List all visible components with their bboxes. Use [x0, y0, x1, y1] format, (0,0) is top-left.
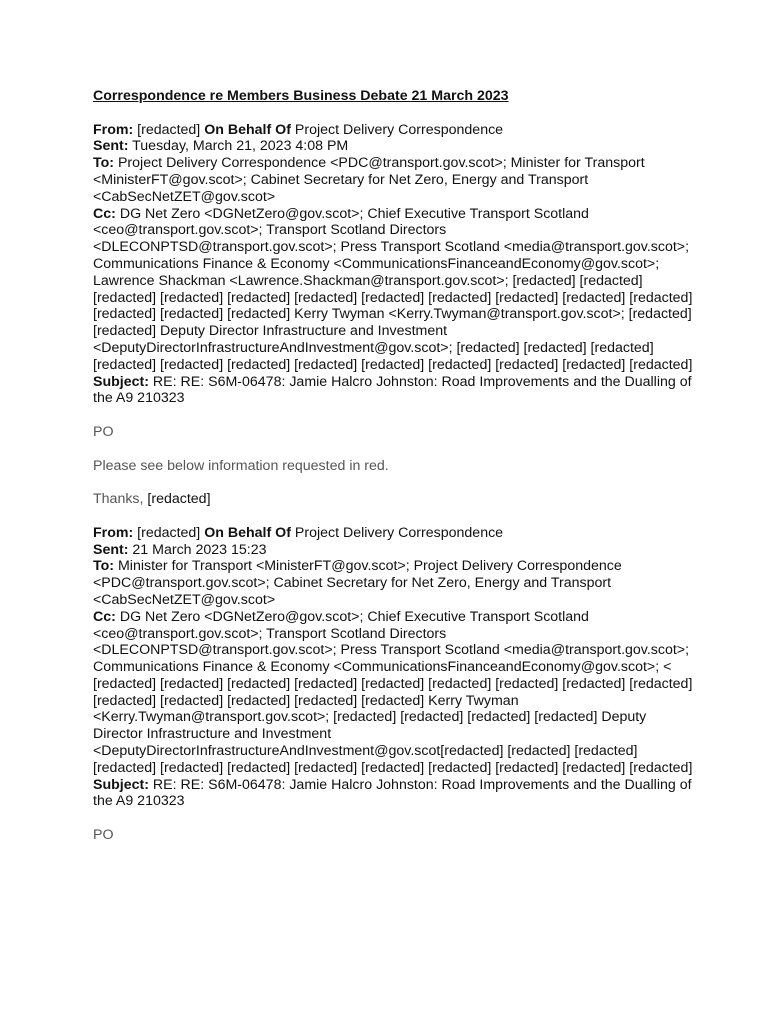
subject-label: Subject:: [93, 373, 149, 390]
email-header-1: [93, 122, 693, 408]
subject-line: [93, 777, 693, 811]
info-line: Please see below information requested in red.: [93, 457, 389, 474]
from-label: From:: [93, 524, 134, 541]
cc-value: DG Net Zero <DGNetZero@gov.scot>; Chief Executive Transport Scotland <ceo@transport.gov.scot>; Transport Scotland Directors <DLECONPTSD@transport.gov.scot>; Press Transport Scotland <media@transport.gov.scot>; Communications Finance & Economy <CommunicationsFinanceandEconomy@gov.scot>; < [redacted] [redacted] [redacted] [redacted] [redacted] [redacted] [redacted] [redacted] [redacted] [redacted] [redacted] [redacted] [redacted] [redacted] Kerry Twyman <Kerry.Twyman@transport.gov.scot>; [redacted] [redacted] [redacted] [redacted] Deputy Director Infrastructure and Investment <DeputyDirectorInfrastructureAndInvestment@gov.scot[redacted] [redacted] [redacted] [redacted] [redacted] [redacted] [redacted] [redacted] [redacted] [redacted] [redacted] [redacted]: [93, 608, 693, 776]
sent-value: Tuesday, March 21, 2023 4:08 PM: [132, 138, 349, 155]
cc-line: [93, 609, 693, 777]
on-behalf-label: On Behalf Of: [204, 121, 291, 138]
from-sender: [redacted]: [137, 121, 201, 138]
sent-label: Sent:: [93, 541, 129, 558]
from-line: [93, 122, 693, 139]
to-line: [93, 558, 693, 608]
document-page: [93, 88, 693, 844]
from-label: From:: [93, 121, 134, 138]
subject-value: RE: RE: S6M-06478: Jamie Halcro Johnston: Road Improvements and the Dualling of the A9 210323: [93, 776, 692, 810]
subject-label: Subject:: [93, 776, 149, 793]
from-line: [93, 525, 693, 542]
from-sender: [redacted]: [137, 524, 201, 541]
thanks-name: [redacted]: [147, 491, 211, 508]
sent-line: [93, 542, 693, 559]
cc-line: [93, 206, 693, 374]
to-label: To:: [93, 558, 115, 575]
closing-salutation: PO: [93, 827, 114, 844]
sent-value: 21 March 2023 15:23: [132, 541, 267, 558]
thanks-line: [93, 491, 693, 508]
cc-label: Cc:: [93, 205, 116, 222]
subject-value: RE: RE: S6M-06478: Jamie Halcro Johnston: Road Improvements and the Dualling of the A9 210323: [93, 373, 692, 407]
document-title: Correspondence re Members Business Debate 21 March 2023: [93, 88, 509, 104]
to-value: Minister for Transport <MinisterFT@gov.scot>; Project Delivery Correspondence <PDC@transport.gov.scot>; Cabinet Secretary for Net Zero, Energy and Transport <CabSecNetZET@gov.scot>: [93, 558, 622, 608]
salutation: PO: [93, 423, 114, 440]
to-value: Project Delivery Correspondence <PDC@transport.gov.scot>; Minister for Transport <MinisterFT@gov.scot>; Cabinet Secretary for Net Zero, Energy and Transport <CabSecNetZET@gov.scot>: [93, 155, 645, 205]
email-header-2: [93, 525, 693, 811]
on-behalf-label: On Behalf Of: [204, 524, 291, 541]
thanks-prefix: Thanks,: [93, 491, 144, 508]
to-label: To:: [93, 155, 115, 172]
to-line: [93, 155, 693, 205]
cc-label: Cc:: [93, 608, 116, 625]
subject-line: [93, 374, 693, 408]
from-behalf: Project Delivery Correspondence: [294, 121, 504, 138]
sent-label: Sent:: [93, 138, 129, 155]
from-behalf: Project Delivery Correspondence: [294, 524, 504, 541]
cc-value: DG Net Zero <DGNetZero@gov.scot>; Chief Executive Transport Scotland <ceo@transport.gov.scot>; Transport Scotland Directors <DLECONPTSD@transport.gov.scot>; Press Transport Scotland <media@transport.gov.scot>; Communications Finance & Economy <CommunicationsFinanceandEconomy@gov.scot>; Lawrence Shackman <Lawrence.Shackman@transport.gov.scot>; [redacted] [redacted] [redacted] [redacted] [redacted] [redacted] [redacted] [redacted] [redacted] [redacted] [redacted] [redacted] [redacted] [redacted] Kerry Twyman <Kerry.Twyman@transport.gov.scot>; [redacted] [redacted] Deputy Director Infrastructure and Investment <DeputyDirectorInfrastructureAndInvestment@gov.scot>; [redacted] [redacted] [redacted] [redacted] [redacted] [redacted] [redacted] [redacted] [redacted] [redacted] [redacted] [redacted]: [93, 205, 693, 373]
sent-line: [93, 138, 693, 155]
